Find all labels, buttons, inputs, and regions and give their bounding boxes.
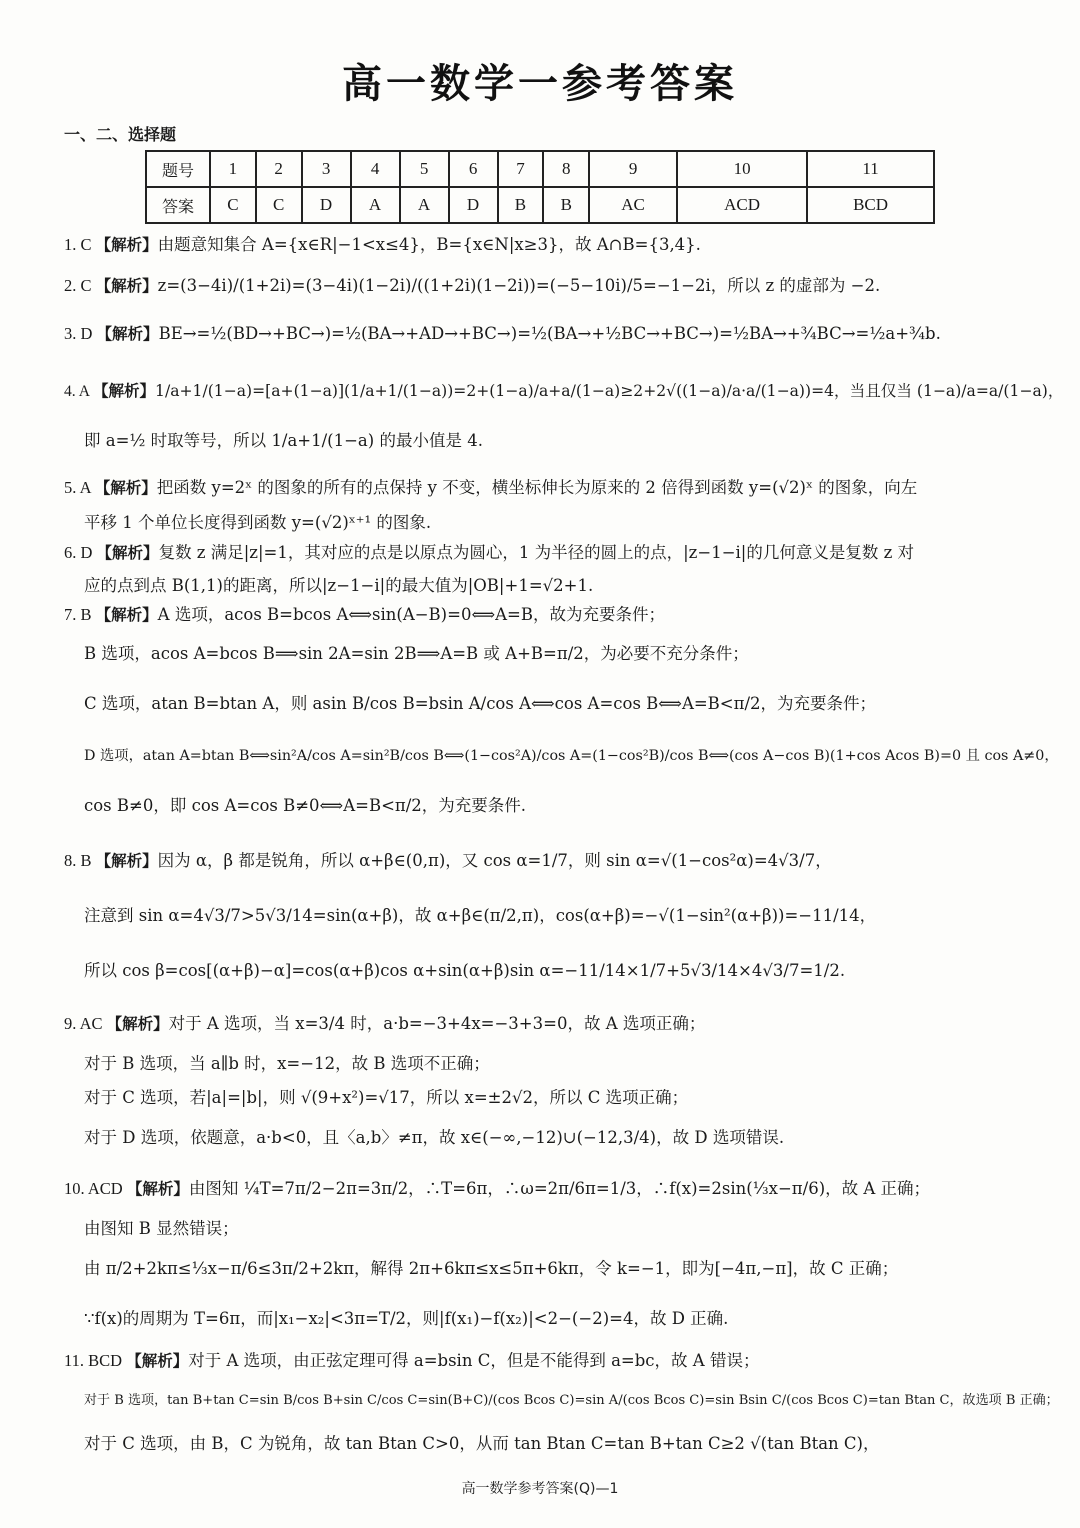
solution-text: 即 a=½ 时取等号，所以 1/a+1/(1−a) 的最小值是 4. bbox=[84, 431, 483, 450]
row-label-number: 题号 bbox=[146, 151, 210, 187]
solution-text: 复数 z 满足|z|=1，其对应的点是以原点为圆心，1 为半径的圆上的点，|z−1−i|的几何意义是复数 z 对 bbox=[158, 543, 915, 562]
solution-line bbox=[84, 430, 483, 452]
table-row-answers bbox=[146, 187, 934, 223]
table-cell: 10 bbox=[677, 151, 807, 187]
table-cell: 4 bbox=[351, 151, 400, 187]
solution-line bbox=[84, 1127, 784, 1149]
solution-line bbox=[64, 323, 941, 345]
solution-line bbox=[64, 542, 914, 564]
solution-text: 因为 α，β 都是锐角，所以 α+β∈(0,π)，又 cos α=1/7，则 sin α=√(1−cos²α)=4√3/7， bbox=[157, 851, 832, 870]
table-cell: B bbox=[498, 187, 544, 223]
solution-text: 对于 C 选项，由 B，C 为锐角，故 tan Btan C>0，从而 tan Btan C=tan B+tan C≥2 √(tan Btan C)， bbox=[84, 1434, 880, 1453]
analysis-tag: 【解析】 bbox=[126, 1180, 189, 1198]
table-cell: C bbox=[210, 187, 256, 223]
table-cell: AC bbox=[589, 187, 677, 223]
solution-line bbox=[84, 1390, 1059, 1412]
table-cell: 9 bbox=[589, 151, 677, 187]
solution-line bbox=[84, 512, 431, 534]
table-cell: 3 bbox=[302, 151, 351, 187]
analysis-tag: 【解析】 bbox=[95, 606, 158, 624]
table-cell: 2 bbox=[256, 151, 302, 187]
page-footer: 高一数学参考答案(Q)—1 bbox=[461, 1481, 619, 1497]
solution-text: C 选项，atan B=btan A，则 asin B/cos B=bsin A/cos A⟺cos A=cos B⟺A=B<π/2，为充要条件； bbox=[84, 694, 877, 713]
solution-line bbox=[84, 1308, 728, 1330]
analysis-tag: 【解析】 bbox=[93, 382, 156, 400]
solution-text: 所以 cos β=cos[(α+β)−α]=cos(α+β)cos α+sin(α+β)sin α=−11/14×1/7+5√3/14×4√3/7=1/2. bbox=[84, 961, 846, 980]
table-cell: D bbox=[449, 187, 498, 223]
solution-line bbox=[64, 604, 665, 626]
solution-line bbox=[84, 1218, 239, 1240]
solution-text: cos B≠0，即 cos A=cos B≠0⟺A=B<π/2，为充要条件. bbox=[84, 796, 527, 815]
solution-text: z=(3−4i)/(1+2i)=(3−4i)(1−2i)/((1+2i)(1−2i))=(−5−10i)/5=−1−2i，所以 z 的虚部为 −2. bbox=[157, 276, 881, 295]
analysis-tag: 【解析】 bbox=[126, 1352, 189, 1370]
table-cell: BCD bbox=[807, 187, 934, 223]
solution-line bbox=[84, 960, 845, 982]
row-label-answer: 答案 bbox=[146, 187, 210, 223]
table-cell: D bbox=[302, 187, 351, 223]
table-cell: 11 bbox=[807, 151, 934, 187]
section-heading: 一、二、选择题 bbox=[64, 125, 177, 144]
question-number: 6. D bbox=[64, 543, 97, 562]
table-cell: 8 bbox=[543, 151, 589, 187]
solution-text: D 选项，atan A=btan B⟺sin²A/cos A=sin²B/cos B⟺(1−cos²A)/cos A=(1−cos²B)/cos B⟺(cos A−cos B)(1+cos Acos B)=0 且 cos A≠0， bbox=[84, 748, 1059, 764]
question-number: 4. A bbox=[64, 383, 94, 400]
answer-table bbox=[145, 150, 935, 224]
solution-text: 对于 B 选项，当 a∥b 时，x=−12，故 B 选项不正确； bbox=[84, 1054, 490, 1073]
solution-line bbox=[64, 1350, 759, 1372]
solution-line bbox=[84, 575, 593, 597]
solution-line bbox=[64, 477, 917, 499]
question-number: 9. AC bbox=[64, 1014, 107, 1033]
solution-line bbox=[84, 745, 1059, 767]
solution-text: 1/a+1/(1−a)=[a+(1−a)](1/a+1/(1−a))=2+(1−a)/a+a/(1−a)≥2+2√((1−a)/a·a/(1−a))=4，当且仅当 (1−a)/a=a/(1−a)， bbox=[155, 382, 1064, 400]
solution-text: 对于 C 选项，若|a|=|b|，则 √(9+x²)=√17，所以 x=±2√2，所以 C 选项正确； bbox=[84, 1088, 689, 1107]
solution-text: 由 π/2+2kπ≤⅓x−π/6≤3π/2+2kπ，解得 2π+6kπ≤x≤5π+6kπ，令 k=−1，即为[−4π,−π]，故 C 正确； bbox=[84, 1259, 899, 1278]
analysis-tag: 【解析】 bbox=[95, 277, 158, 295]
question-number: 7. B bbox=[64, 605, 96, 624]
table-cell: 7 bbox=[498, 151, 544, 187]
solution-line bbox=[64, 234, 701, 256]
question-number: 1. C bbox=[64, 235, 96, 254]
solution-text: 把函数 y=2ˣ 的图象的所有的点保持 y 不变，横坐标伸长为原来的 2 倍得到函数 y=(√2)ˣ 的图象，向左 bbox=[156, 478, 918, 497]
solution-text: 对于 D 选项，依题意，a·b<0，且〈a,b〉≠π，故 x∈(−∞,−12)∪(−12,3/4)，故 D 选项错误. bbox=[84, 1128, 785, 1147]
solution-text: 平移 1 个单位长度得到函数 y=(√2)ˣ⁺¹ 的图象. bbox=[84, 513, 432, 532]
solution-text: 由题意知集合 A={x∈R|−1<x≤4}，B={x∈N|x≥3}，故 A∩B={3,4}. bbox=[157, 235, 701, 254]
analysis-tag: 【解析】 bbox=[95, 236, 158, 254]
table-cell: 5 bbox=[400, 151, 449, 187]
solution-text: 对于 A 选项，当 x=3/4 时，a·b=−3+4x=−3+3=0，故 A 选项正确； bbox=[168, 1014, 706, 1033]
solution-line bbox=[84, 643, 749, 665]
solution-line bbox=[84, 1053, 490, 1075]
table-cell: ACD bbox=[677, 187, 807, 223]
solution-line bbox=[84, 1258, 898, 1280]
table-cell: C bbox=[256, 187, 302, 223]
solution-text: A 选项，acos B=bcos A⟺sin(A−B)=0⟺A=B，故为充要条件； bbox=[157, 605, 665, 624]
solution-text: BE→=½(BD→+BC→)=½(BA→+AD→+BC→)=½(BA→+½BC→+BC→)=½BA→+¾BC→=½a+¾b. bbox=[158, 324, 941, 343]
question-number: 3. D bbox=[64, 324, 97, 343]
solution-line bbox=[64, 1178, 930, 1200]
analysis-tag: 【解析】 bbox=[94, 479, 157, 497]
solution-text: 由图知 ¼T=7π/2−2π=3π/2，∴T=6π，∴ω=2π/6π=1/3，∴f(x)=2sin(⅓x−π/6)，故 A 正确； bbox=[188, 1179, 931, 1198]
solution-line bbox=[64, 380, 1064, 403]
solution-text: 对于 A 选项，由正弦定理可得 a=bsin C，但是不能得到 a=bc，故 A 错误； bbox=[188, 1351, 760, 1370]
solution-line bbox=[64, 1013, 705, 1035]
analysis-tag: 【解析】 bbox=[96, 325, 159, 343]
solution-line bbox=[84, 905, 876, 927]
solution-line bbox=[84, 1433, 880, 1455]
solution-text: 应的点到点 B(1,1)的距离，所以|z−1−i|的最大值为|OB|+1=√2+1. bbox=[84, 576, 594, 595]
solution-line bbox=[84, 1087, 688, 1109]
solution-line bbox=[84, 693, 876, 715]
analysis-tag: 【解析】 bbox=[106, 1015, 169, 1033]
solution-text: 对于 B 选项，tan B+tan C=sin B/cos B+sin C/cos C=sin(B+C)/(cos Bcos C)=sin A/(cos Bcos C)=sin Bsin C/(cos Bcos C)=tan Btan C，故选项 B 正确； bbox=[84, 1393, 1059, 1408]
solution-text: B 选项，acos A=bcos B⟹sin 2A=sin 2B⟹A=B 或 A+B=π/2，为必要不充分条件； bbox=[84, 644, 749, 663]
question-number: 8. B bbox=[64, 851, 96, 870]
table-cell: 1 bbox=[210, 151, 256, 187]
page-title: 高一数学一参考答案 bbox=[342, 61, 738, 107]
solution-line bbox=[84, 795, 526, 817]
table-cell: 6 bbox=[449, 151, 498, 187]
table-cell: A bbox=[351, 187, 400, 223]
table-cell: A bbox=[400, 187, 449, 223]
table-cell: B bbox=[543, 187, 589, 223]
solution-text: ∵f(x)的周期为 T=6π，而|x₁−x₂|<3π=T/2，则|f(x₁)−f(x₂)|<2−(−2)=4，故 D 正确. bbox=[84, 1309, 729, 1328]
question-number: 2. C bbox=[64, 276, 96, 295]
table-row-numbers bbox=[146, 151, 934, 187]
analysis-tag: 【解析】 bbox=[95, 852, 158, 870]
solution-line bbox=[64, 275, 880, 297]
solution-text: 注意到 sin α=4√3/7>5√3/14=sin(α+β)，故 α+β∈(π/2,π)，cos(α+β)=−√(1−sin²(α+β))=−11/14， bbox=[84, 906, 877, 925]
question-number: 5. A bbox=[64, 478, 95, 497]
question-number: 11. BCD bbox=[64, 1351, 127, 1370]
analysis-tag: 【解析】 bbox=[96, 544, 159, 562]
solution-text: 由图知 B 显然错误； bbox=[84, 1219, 239, 1238]
solution-line bbox=[64, 850, 832, 872]
question-number: 10. ACD bbox=[64, 1179, 127, 1198]
